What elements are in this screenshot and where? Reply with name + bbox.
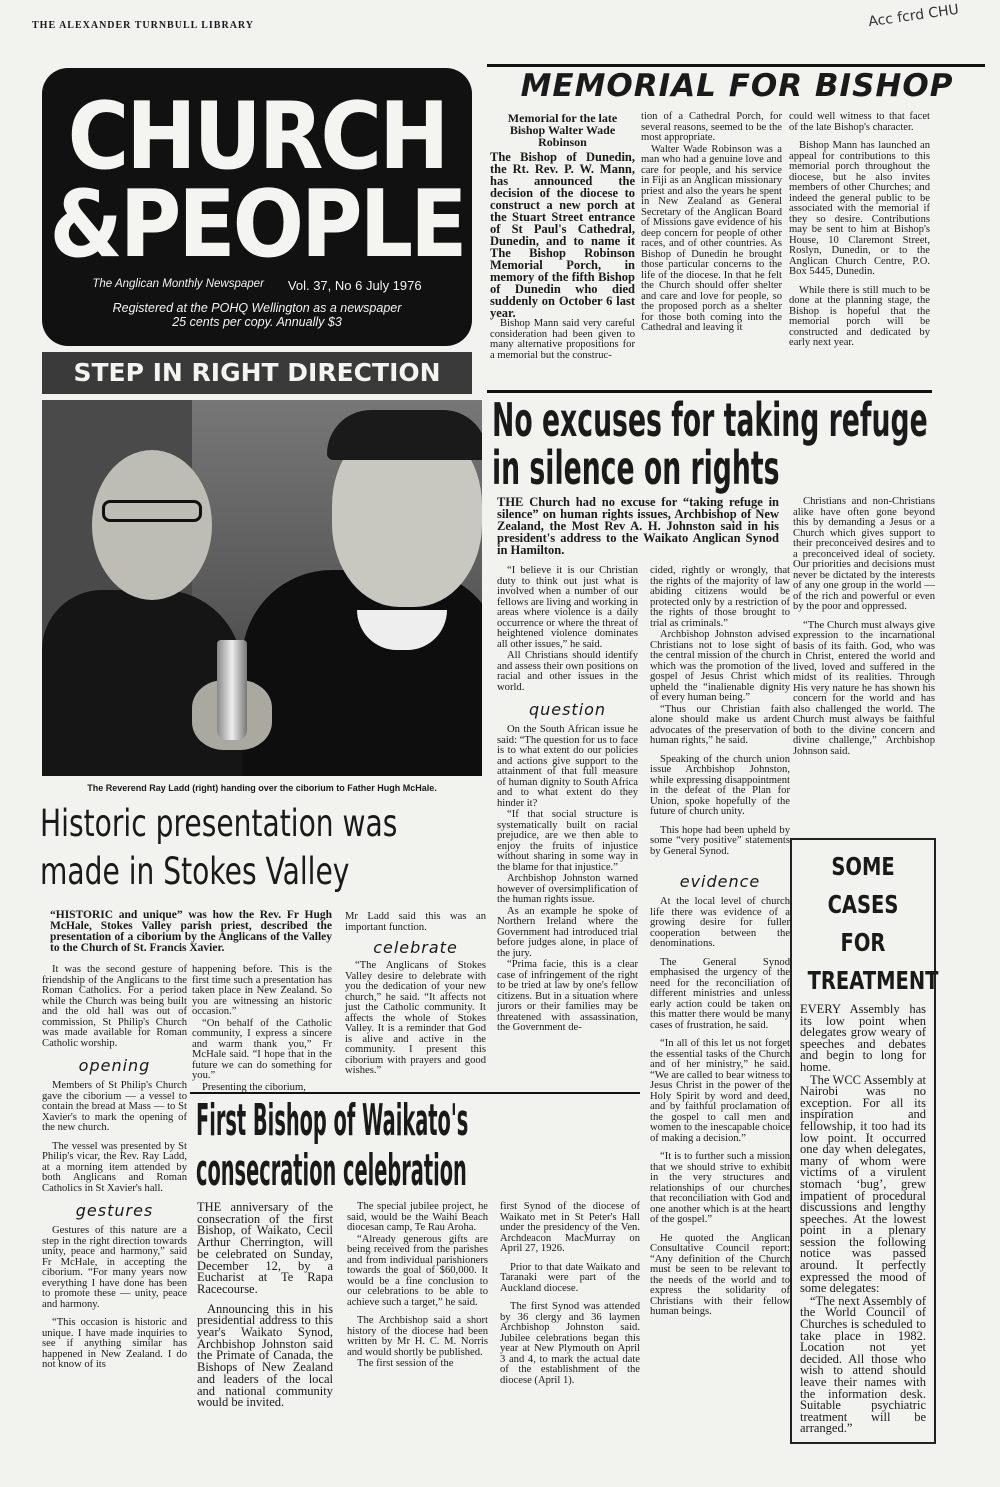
- paragraph: This hope had been upheld by some “very positive” statements by General Synod.: [650, 824, 790, 857]
- library-stamp: THE ALEXANDER TURNBULL LIBRARY: [32, 20, 255, 31]
- paragraph: The General Synod emphasised the urgency of the need for the reconciliation of different ministries and unless early action could be taken on this matter there would be many cases of frustration, he said.: [650, 956, 790, 1031]
- rights-column-c: [793, 497, 935, 758]
- waikato-headline-line1: First Bishop of Waikato's: [196, 1095, 469, 1146]
- paragraph: “Already generous gifts are being received from the parishes and from individual parishioners towards the goal of $60,000. It would be a fine conclusion to our celebrations to be able to achieve such a target,” he said.: [347, 1233, 488, 1308]
- paragraph: The Archbishop said a short history of the diocese had been written by Mr H. C. M. Norris and would shortly be published.: [347, 1315, 488, 1358]
- box-title-line2: FOR: [840, 928, 886, 957]
- banner-headline: STEP IN RIGHT DIRECTION: [42, 352, 472, 394]
- paragraph: Walter Wade Robinson was a man who had a genuine love and care for people, and his service in Fiji as an Anglican missionary priest and also the years he spent in New Zealand as General Secretary of the Anglican Board of Missions gave evidence of his deep concern for people of other races, and of other countries. As Bishop of Dunedin he brought those particular concerns to the life of the diocese. In that he felt the Church should offer shelter and care and love for people, so the proposed porch as a shelter for those both coming into the Cathedral and leaving it: [641, 143, 782, 333]
- historic-headline-line1: Historic presentation was: [40, 802, 398, 845]
- handwritten-note: Acc fcrd CHU: [867, 1, 960, 31]
- rights-column-a: [497, 566, 638, 1035]
- sidebar-box-some-cases: [790, 838, 939, 1444]
- box-body: [792, 1000, 934, 1435]
- memorial-headline: MEMORIAL FOR BISHOP: [520, 68, 954, 104]
- paragraph: Mr Ladd said this was an important function.: [345, 911, 486, 933]
- subhead-opening: opening: [78, 1056, 151, 1075]
- masthead: [42, 68, 472, 346]
- paragraph: The vessel was presented by St Philip's vicar, the Rev. Ray Ladd, at a morning item attended by both Anglicans and Roman Catholics in St Xavier's hall.: [42, 1140, 187, 1194]
- historic-lead: “HISTORIC and unique” was how the Rev. Fr Hugh McHale, Stokes Valley parish priest, described the presentation of a ciborium by the Anglicans of the Valley to the Church of St. Francis Xavier.: [50, 909, 332, 954]
- paragraph: Bishop Mann said very careful consideration had been given to many alternative propositions for a memorial but the construc-: [490, 318, 635, 361]
- paragraph: The first Synod was attended by 36 clergy and 36 laymen Archbishop Johnston said. Jubilee celebrations began this year at New Plymouth on April 3 and 4, to mark the actual date of the establishment of the diocese (April 1).: [500, 1301, 640, 1386]
- paragraph: Prior to that date Waikato and Taranaki were part of the Auckland diocese.: [500, 1261, 640, 1294]
- masthead-title-line1: CHURCH: [67, 82, 447, 190]
- paragraph: Speaking of the church union issue Archbishop Johnston, while expressing disappointment in the defeat of the Plan for Union, spoke hopefully of the future of church unity.: [650, 753, 790, 817]
- paragraph: “The next Assembly of the World Council of Churches is scheduled to take place in 1982. Location not yet decided. All those who wish to attend should leave their names with the information desk. Suitable psychiatric treatment will be arranged.”: [800, 1293, 926, 1436]
- paragraph: “This occasion is historic and unique. I have made inquiries to see if anything similar has happened in New Zealand. I do not know of its: [42, 1317, 187, 1370]
- subhead-celebrate: celebrate: [373, 938, 458, 957]
- paragraph: “Prima facie, this is a clear case of infringement of the right to be tried at law by one's fellow citizens. But in a situation where jurors or their families may be threatened with assassination, the Government de-: [497, 959, 638, 1033]
- paragraph: It was the second gesture of friendship of the Anglicans to the Roman Catholics. For a period while the Church was being built and the old hall was out of commission, St Philip's Church was made available for Roman Catholic worship.: [42, 964, 187, 1049]
- box-title-line1: SOME CASES: [827, 852, 899, 919]
- paragraph: “I believe it is our Christian duty to think out just what is involved when a number of our fellows are living and working in areas where violence is a daily occurrence or where the threat of heightened violence dominates all other issues,” he said.: [497, 565, 638, 650]
- masthead-price: 25 cents per copy. Annually $3: [172, 315, 342, 329]
- paragraph: first Synod of the diocese of Waikato met in St Peter's Hall under the presidency of the Ven. Archdeacon MacMurray on April 27, 1926.: [500, 1201, 640, 1254]
- paragraph: “The Anglicans of Stokes Valley desire to delebrate with you the dedication of your new church,” he said. “It affects not just the Catholic community. It affects the whole of Stokes Valley. It is a reminder that God is alive and active in the community. I present this ciborium with prayers and good wishes.”: [345, 960, 486, 1076]
- paragraph: Bishop Mann has launched an appeal for contributions to this memorial porch throughout the diocese, but he also invites members of other Churches; and indeed the general public to be associated with the memorial if they so desire. Contributions may be sent to him at Bishop's House, 10 Claremont Street, Roslyn, Dunedin, or to the Anglican Church Centre, P.O. Box 5445, Dunedin.: [789, 140, 930, 277]
- paragraph: At the local level of church life there was evidence of a growing desire for fuller cooperation between the denominations.: [650, 896, 790, 949]
- paragraph: happening before. This is the first time such a presentation has taken place in New Zealand. So you are witnessing an historic occasion.”: [192, 964, 332, 1017]
- memorial-column-1: [490, 112, 635, 362]
- memorial-column-2: [641, 112, 782, 335]
- box-title-line3: TREATMENT: [807, 966, 939, 995]
- paragraph: Presenting the ciborium,: [202, 1081, 306, 1093]
- paragraph: THE anniversary of the consecration of the first Bishop, of Waikato, Cecil Arthur Cherrington, will be celebrated on Sunday, December 12, by a Eucharist at Te Rapa Racecourse.: [197, 1200, 333, 1296]
- subhead-gestures: gestures: [75, 1201, 154, 1220]
- waikato-column-3: [500, 1202, 640, 1387]
- paragraph: “In all of this let us not forget the essential tasks of the Church and of her ministry,” he said. “We are called to bear witness to Jesus Christ in the power of the Holy Spirit by word and deed, and by faithful proclamation of the gospel to call men and women to the inescapable choice of making a decision.”: [650, 1038, 791, 1144]
- paragraph: “Thus our Christian faith alone should make us ardent advocates of the preservation of human rights,” he said.: [650, 703, 790, 746]
- historic-column-3: [345, 912, 486, 1078]
- paragraph: All Christians should identify and assess their own positions on racial and other issues in the world.: [497, 650, 638, 693]
- paragraph: While there is still much to be done at the planning stage, the Bishop is hopeful that the memorial porch will be constructed and dedicated by early next year.: [789, 284, 930, 348]
- paragraph: Archbishop Johnston warned however of oversimplification of the human rights issue.: [497, 873, 638, 905]
- news-photo: [42, 400, 482, 776]
- subhead-question: question: [528, 700, 607, 719]
- paragraph: “If that social structure is systematically built on racial prejudice, are we then able to enjoy the fruits of injustice without sharing in some way in the blame for that injustice.”: [497, 809, 638, 873]
- paragraph: tion of a Cathedral Porch, for several reasons, seemed to be the most appropriate.: [641, 111, 782, 143]
- memorial-subhead: Memorial for the late Bishop Walter Wade Robinson: [507, 111, 618, 149]
- paragraph: cided, rightly or wrongly, that the rights of the majority of law abiding citizens would be protected only by a restriction of the rights of those brought to trial as criminals.”: [650, 565, 790, 629]
- paragraph: Members of St Philip's Church gave the ciborium — a vessel to contain the bread at Mass — to St Xavier's to mark the opening of the new church.: [42, 1080, 187, 1133]
- rights-headline-line1: No excuses for taking refuge: [492, 393, 928, 447]
- paragraph: As an example he spoke of Northern Ireland where the Government had introduced trial before judges alone, in place of the jury.: [497, 905, 638, 959]
- paragraph: “It is to further such a mission that we should strive to exhibit in the very structures and relationships of our churches that reconciliation with God and one another which is at the heart of the gospel.”: [650, 1151, 790, 1225]
- photo-caption: The Reverend Ray Ladd (right) handing over the ciborium to Father Hugh McHale.: [87, 783, 437, 793]
- paragraph: “On behalf of the Catholic community, I express a sincere and warm thank you,” Fr McHale said. “I hope that in the future we can do something for you.”: [192, 1017, 332, 1081]
- paragraph: Christians and non-Christians alike have often gone beyond this by demanding a Jesus or a Church which gives support to their preconceived desires and to a preconceived ideal of society. Our priorities and decisions must never be dictated by the interests of any one group in the world — of the rich and powerful or even by the poor and oppressed.: [793, 496, 935, 612]
- memorial-column-3: [789, 112, 930, 350]
- paragraph: Archbishop Johnston advised Christians not to lose sight of the central mission of the church which was the promotion of the gospel of Jesus Christ which upheld the “inalienable dignity of every human being.”: [650, 629, 790, 703]
- paragraph: The special jubilee project, he said, would be the Waihi Beach diocesan camp, Te Rau Aroha.: [347, 1201, 488, 1233]
- paragraph: He quoted the Anglican Consultative Council report: “Any definition of the Church must be seen to be relevant to the needs of the world and to express the solidarity of Christians with their fellow human beings.: [650, 1232, 790, 1317]
- masthead-title-line2: &PEOPLE: [49, 170, 465, 278]
- waikato-headline-line2: consecration celebration: [196, 1145, 467, 1196]
- masthead-issue: Vol. 37, No 6 July 1976: [287, 278, 422, 293]
- paragraph: On the South African issue he said: “The question for us to face is to what extent do our policies and actions give support to the attainment of that full measure of human dignity to South Africa and to what extent do they hinder it?: [497, 724, 638, 809]
- waikato-column-2: [347, 1202, 488, 1371]
- masthead-tagline: The Anglican Monthly Newspaper: [92, 278, 264, 290]
- rights-headline-line2: in silence on rights: [492, 441, 780, 495]
- rights-lead: THE Church had no excuse for “taking refuge in silence” on human rights issues, Archbishop of New Zealand, the Most Rev A. H. Johnston said in his president's address to the Waikato Anglican Synod in Hamilton.: [497, 495, 779, 557]
- paragraph: The WCC Assembly at Nairobi was no exception. For all its inspiration and fellowship, it too had its low point. It occurred one day when delegates, many of whom were victims of a virulent stomach ‘bug’, grew impatient of procedural discussions and lengthy speeches. At the lowest point in a plenary session the following notice was passed around. It perfectly expressed the mood of some delegates:: [800, 1072, 926, 1296]
- paragraph: “The Church must always give expression to the incarnational basis of its faith. God, who was in Christ, entered the world and lived, loved and suffered in the midst of its realities. Through His very nature he has shown his concern for the world and has also challenged the world. The Church must always be faithful both to the divine concern and divine challenge,” Archbishop Johnson said.: [793, 619, 935, 757]
- subhead-evidence: evidence: [679, 872, 761, 891]
- historic-column-2: [192, 965, 332, 1094]
- paragraph: Announcing this in his presidential address to this year's Waikato Synod, Archbishop Johnston said the Primate of Canada, the Bishops of New Zealand and leaders of the local and national community would be invited.: [197, 1301, 333, 1410]
- waikato-column-1: [197, 1202, 333, 1410]
- paragraph: EVERY Assembly has its low point when delegates grow weary of speeches and debates and begin to long for home.: [800, 1002, 926, 1074]
- paragraph: Gestures of this nature are a step in the right direction towards unity, peace and harmony,” said Fr McHale, in accepting the ciborium. “For many years now everything I have done has been to promote these — unity, peace and harmony.: [42, 1225, 187, 1310]
- paragraph: The first session of the: [357, 1358, 454, 1369]
- paragraph: could well witness to that facet of the late Bishop's character.: [789, 111, 930, 133]
- rights-column-b: [650, 566, 790, 1319]
- masthead-registered: Registered at the POHQ Wellington as a newspaper: [112, 301, 402, 315]
- memorial-lead: The Bishop of Dunedin, the Rt. Rev. P. W. Mann, has announced the decision of the diocese to construct a new porch at the Stuart Street entrance of St Paul's Cathedral, Dunedin, and to name it The Bishop Robinson Memorial Porch, in memory of the fifth Bishop of Dunedin who died suddenly on October 6 last year.: [490, 150, 635, 320]
- historic-headline-line2: made in Stokes Valley: [40, 850, 350, 893]
- historic-column-1: [42, 965, 187, 1372]
